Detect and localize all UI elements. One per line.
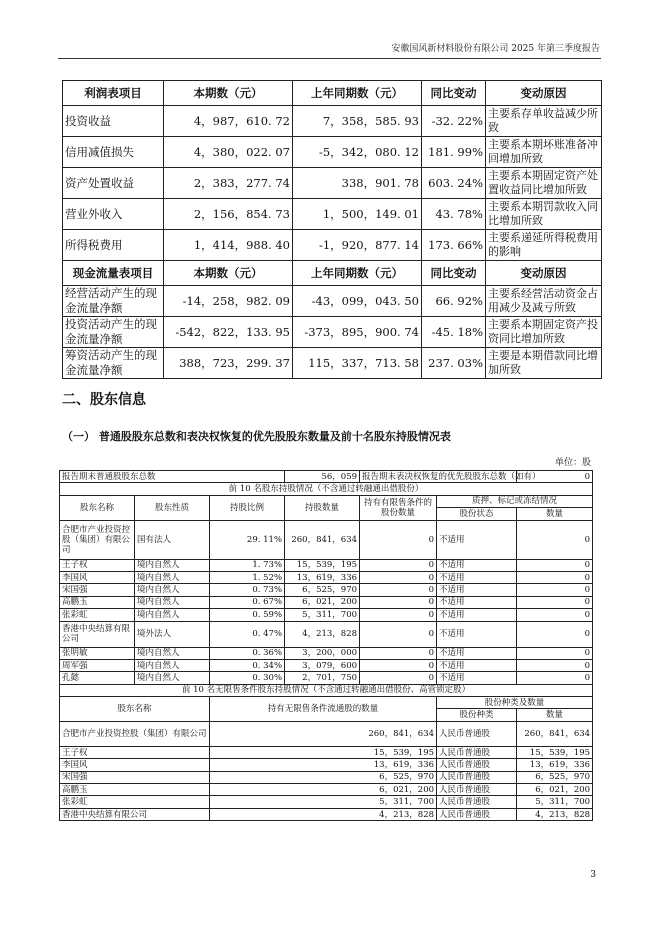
header-divider: [58, 58, 601, 59]
share-kind: 人民币普通股: [437, 808, 517, 820]
prior-value: 7，358，585. 93: [293, 106, 422, 137]
pledge-count: 0: [517, 520, 593, 559]
income-column-header: 同比变动: [422, 81, 486, 106]
unrestricted-quantity: 15，539，195: [210, 746, 437, 758]
unrestricted-caption: 前 10 名无限售条件股东持股情况（不含通过转融通出借股份、高管锁定股）: [60, 684, 593, 696]
change-ratio: 173. 66%: [422, 230, 486, 261]
col-header: 持股数量: [285, 495, 360, 520]
pledge-status: 不适用: [437, 621, 517, 647]
restricted-quantity: 0: [360, 584, 437, 596]
unrestricted-row: [60, 796, 593, 808]
item-name: 信用减值损失: [63, 137, 164, 168]
cashflow-column-header: 现金流量表项目: [63, 261, 164, 286]
shareholder-name: 高鹏玉: [60, 596, 135, 608]
income-column-header: 上年同期数（元）: [293, 81, 422, 106]
share-kind-quantity: 6，525，970: [517, 771, 593, 783]
change-ratio: 237. 03%: [422, 348, 486, 379]
top10-caption: 前 10 名股东持股情况（不含通过转融通出借股份）: [60, 483, 593, 495]
prior-value: -43，099，043. 50: [293, 286, 422, 317]
current-value: -542，822，133. 95: [164, 317, 293, 348]
financial-change-table: [62, 80, 602, 379]
holding-ratio: 0. 34%: [210, 659, 285, 671]
unrestricted-name: 王子权: [60, 746, 210, 758]
share-kind: 人民币普通股: [437, 771, 517, 783]
prior-value: -1，920，877. 14: [293, 230, 422, 261]
prior-value: -5，342，080. 12: [293, 137, 422, 168]
item-name: 所得税费用: [63, 230, 164, 261]
shareholder-nature: 境内自然人: [135, 647, 210, 659]
unrestricted-row: [60, 784, 593, 796]
item-name: 投资活动产生的现金流量净额: [63, 317, 164, 348]
cashflow-column-header: 本期数（元）: [164, 261, 293, 286]
cashflow-column-header: 上年同期数（元）: [293, 261, 422, 286]
pledge-status: 不适用: [437, 559, 517, 571]
restricted-quantity: 0: [360, 647, 437, 659]
col-header: 股份种类及数量: [437, 697, 593, 709]
shareholder-row: [60, 559, 593, 571]
shareholder-row: [60, 609, 593, 621]
change-ratio: 181. 99%: [422, 137, 486, 168]
unrestricted-quantity: 5，311，700: [210, 796, 437, 808]
current-value: 4，380，022. 07: [164, 137, 293, 168]
shareholder-row: [60, 571, 593, 583]
unrestricted-name: 李国风: [60, 759, 210, 771]
holding-quantity: 6，021，200: [285, 596, 360, 608]
shareholder-name: 合肥市产业投资控股（集团）有限公司: [60, 520, 135, 559]
cashflow-row: [63, 317, 602, 348]
shareholder-row: [60, 621, 593, 647]
shareholder-row: [60, 659, 593, 671]
pledge-count: 0: [517, 584, 593, 596]
item-name: 筹资活动产生的现金流量净额: [63, 348, 164, 379]
current-value: 1，414，988. 40: [164, 230, 293, 261]
share-kind: 人民币普通股: [437, 784, 517, 796]
cashflow-column-header: 同比变动: [422, 261, 486, 286]
holding-ratio: 0. 30%: [210, 672, 285, 684]
cashflow-header-row: [63, 261, 602, 286]
col-header: 股东名称: [60, 495, 135, 520]
share-kind-quantity: 15，539，195: [517, 746, 593, 758]
prior-value: 115，337，713. 58: [293, 348, 422, 379]
pledge-count: 0: [517, 647, 593, 659]
unrestricted-quantity: 260，841，634: [210, 721, 437, 746]
change-reason: 主要是本期借款同比增加所致: [486, 348, 602, 379]
pledge-count: 0: [517, 672, 593, 684]
unrestricted-row: [60, 721, 593, 746]
holding-quantity: 4，213，828: [285, 621, 360, 647]
shareholder-row: [60, 520, 593, 559]
share-kind: 人民币普通股: [437, 759, 517, 771]
holding-quantity: 15，539，195: [285, 559, 360, 571]
unrestricted-quantity: 6，021，200: [210, 784, 437, 796]
change-reason: 主要系本期固定资产处置收益同比增加所致: [486, 168, 602, 199]
item-name: 营业外收入: [63, 199, 164, 230]
prior-value: -373，895，900. 74: [293, 317, 422, 348]
col-header: 股东性质: [135, 495, 210, 520]
pledge-count: 0: [517, 609, 593, 621]
income-column-header: 本期数（元）: [164, 81, 293, 106]
restricted-quantity: 0: [360, 672, 437, 684]
holding-quantity: 3，200，000: [285, 647, 360, 659]
change-ratio: 66. 92%: [422, 286, 486, 317]
report-header: 安徽国风新材料股份有限公司 2025 年第三季度报告: [391, 44, 600, 54]
pledge-status: 不适用: [437, 584, 517, 596]
pledge-status: 不适用: [437, 647, 517, 659]
pref-value: 0: [517, 471, 593, 483]
income-row: [63, 137, 602, 168]
unrestricted-name: 宋国强: [60, 771, 210, 783]
share-kind-quantity: 260，841，634: [517, 721, 593, 746]
page-number: 3: [590, 870, 596, 880]
pref-label: 报告期末表决权恢复的优先股股东总数（如有）: [360, 471, 517, 483]
holding-quantity: 5，311，700: [285, 609, 360, 621]
unrestricted-quantity: 13，619，336: [210, 759, 437, 771]
share-kind: 人民币普通股: [437, 746, 517, 758]
income-row: [63, 199, 602, 230]
restricted-quantity: 0: [360, 571, 437, 583]
shareholder-name: 张明敏: [60, 647, 135, 659]
change-reason: 主要系经营活动资金占用减少及减亏所致: [486, 286, 602, 317]
change-reason: 主要系存单收益减少所致: [486, 106, 602, 137]
restricted-quantity: 0: [360, 659, 437, 671]
current-value: 2，383，277. 74: [164, 168, 293, 199]
shareholder-row: [60, 584, 593, 596]
shareholder-row: [60, 672, 593, 684]
restricted-quantity: 0: [360, 520, 437, 559]
pledge-status: 不适用: [437, 571, 517, 583]
share-kind-quantity: 5，311，700: [517, 796, 593, 808]
holding-ratio: 0. 36%: [210, 647, 285, 659]
income-row: [63, 168, 602, 199]
current-value: -14，258，982. 09: [164, 286, 293, 317]
holding-ratio: 0. 73%: [210, 584, 285, 596]
pledge-status: 不适用: [437, 672, 517, 684]
income-row: [63, 230, 602, 261]
current-value: 388，723，299. 37: [164, 348, 293, 379]
shareholder-nature: 境内自然人: [135, 571, 210, 583]
share-kind-quantity: 13，619，336: [517, 759, 593, 771]
shareholder-name: 李国风: [60, 571, 135, 583]
section-title: 二、股东信息: [62, 392, 146, 408]
change-reason: 主要系本期罚款收入同比增加所致: [486, 199, 602, 230]
shareholder-nature: 境内自然人: [135, 659, 210, 671]
item-name: 资产处置收益: [63, 168, 164, 199]
unrestricted-row: [60, 746, 593, 758]
pledge-count: 0: [517, 659, 593, 671]
change-reason: 主要系递延所得税费用的影响: [486, 230, 602, 261]
current-value: 2，156，854. 73: [164, 199, 293, 230]
unrestricted-quantity: 4，213，828: [210, 808, 437, 820]
col-header: 股份种类: [437, 709, 517, 721]
restricted-quantity: 0: [360, 559, 437, 571]
holding-quantity: 260，841，634: [285, 520, 360, 559]
cashflow-row: [63, 348, 602, 379]
unrestricted-row: [60, 808, 593, 820]
shareholder-nature: 国有法人: [135, 520, 210, 559]
change-reason: 主要系本期坏账准备冲回增加所致: [486, 137, 602, 168]
col-header: 持股比例: [210, 495, 285, 520]
shareholder-name: 香港中央结算有限公司: [60, 621, 135, 647]
unrestricted-name: 张彩虹: [60, 796, 210, 808]
shareholder-row: [60, 596, 593, 608]
holding-quantity: 3，079，600: [285, 659, 360, 671]
change-reason: 主要系本期固定资产投资同比增加所致: [486, 317, 602, 348]
holding-quantity: 13，619，336: [285, 571, 360, 583]
restricted-quantity: 0: [360, 596, 437, 608]
unrestricted-quantity: 6，525，970: [210, 771, 437, 783]
shareholder-row: [60, 647, 593, 659]
col-header: 持有无限售条件流通股的数量: [210, 697, 437, 722]
shareholder-table: [59, 470, 593, 821]
col-header: 股份状态: [437, 508, 517, 520]
col-header: 数量: [517, 709, 593, 721]
current-value: 4，987，610. 72: [164, 106, 293, 137]
unrestricted-name: 香港中央结算有限公司: [60, 808, 210, 820]
shareholder-nature: 境内自然人: [135, 609, 210, 621]
share-kind: 人民币普通股: [437, 796, 517, 808]
restricted-quantity: 0: [360, 609, 437, 621]
col-header: 质押、标记或冻结情况: [437, 495, 593, 507]
total-row: [60, 471, 593, 483]
change-ratio: 603. 24%: [422, 168, 486, 199]
item-name: 投资收益: [63, 106, 164, 137]
income-header-row: [63, 81, 602, 106]
shareholder-nature: 境外法人: [135, 621, 210, 647]
shareholder-name: 周军强: [60, 659, 135, 671]
pledge-count: 0: [517, 621, 593, 647]
change-ratio: -32. 22%: [422, 106, 486, 137]
holding-quantity: 6，525，970: [285, 584, 360, 596]
shareholder-name: 王子权: [60, 559, 135, 571]
shareholder-nature: 境内自然人: [135, 596, 210, 608]
income-column-header: 变动原因: [486, 81, 602, 106]
unrestricted-row: [60, 771, 593, 783]
restricted-quantity: 0: [360, 621, 437, 647]
prior-value: 1，500，149. 01: [293, 199, 422, 230]
change-ratio: 43. 78%: [422, 199, 486, 230]
share-kind-quantity: 6，021，200: [517, 784, 593, 796]
unrestricted-name: 合肥市产业投资控股（集团）有限公司: [60, 721, 210, 746]
shareholder-name: 宋国强: [60, 584, 135, 596]
unrestricted-name: 高鹏玉: [60, 784, 210, 796]
cashflow-row: [63, 286, 602, 317]
holding-ratio: 1. 52%: [210, 571, 285, 583]
col-header: 持有有限售条件的股份数量: [360, 495, 437, 520]
total-label: 报告期末普通股股东总数: [60, 471, 285, 483]
pledge-count: 0: [517, 596, 593, 608]
share-kind: 人民币普通股: [437, 721, 517, 746]
cashflow-column-header: 变动原因: [486, 261, 602, 286]
item-name: 经营活动产生的现金流量净额: [63, 286, 164, 317]
pledge-count: 0: [517, 559, 593, 571]
income-row: [63, 106, 602, 137]
holding-quantity: 2，701，750: [285, 672, 360, 684]
col-header: 股东名称: [60, 697, 210, 722]
income-column-header: 利润表项目: [63, 81, 164, 106]
col-header: 数量: [517, 508, 593, 520]
unit-label: 单位：股: [554, 458, 591, 468]
unrestricted-row: [60, 759, 593, 771]
share-kind-quantity: 4，213，828: [517, 808, 593, 820]
pledge-status: 不适用: [437, 596, 517, 608]
section-subtitle: （一） 普通股股东总数和表决权恢复的优先股股东数量及前十名股东持股情况表: [62, 430, 451, 443]
total-value: 56，059: [285, 471, 360, 483]
pledge-count: 0: [517, 571, 593, 583]
pledge-status: 不适用: [437, 520, 517, 559]
holding-ratio: 0. 59%: [210, 609, 285, 621]
holding-ratio: 0. 67%: [210, 596, 285, 608]
holding-ratio: 0. 47%: [210, 621, 285, 647]
shareholder-name: 张彩虹: [60, 609, 135, 621]
holding-ratio: 1. 73%: [210, 559, 285, 571]
prior-value: 338，901. 78: [293, 168, 422, 199]
shareholder-name: 孔懿: [60, 672, 135, 684]
shareholder-nature: 境内自然人: [135, 559, 210, 571]
change-ratio: -45. 18%: [422, 317, 486, 348]
holding-ratio: 29. 11%: [210, 520, 285, 559]
shareholder-nature: 境内自然人: [135, 672, 210, 684]
pledge-status: 不适用: [437, 659, 517, 671]
pledge-status: 不适用: [437, 609, 517, 621]
shareholder-nature: 境内自然人: [135, 584, 210, 596]
